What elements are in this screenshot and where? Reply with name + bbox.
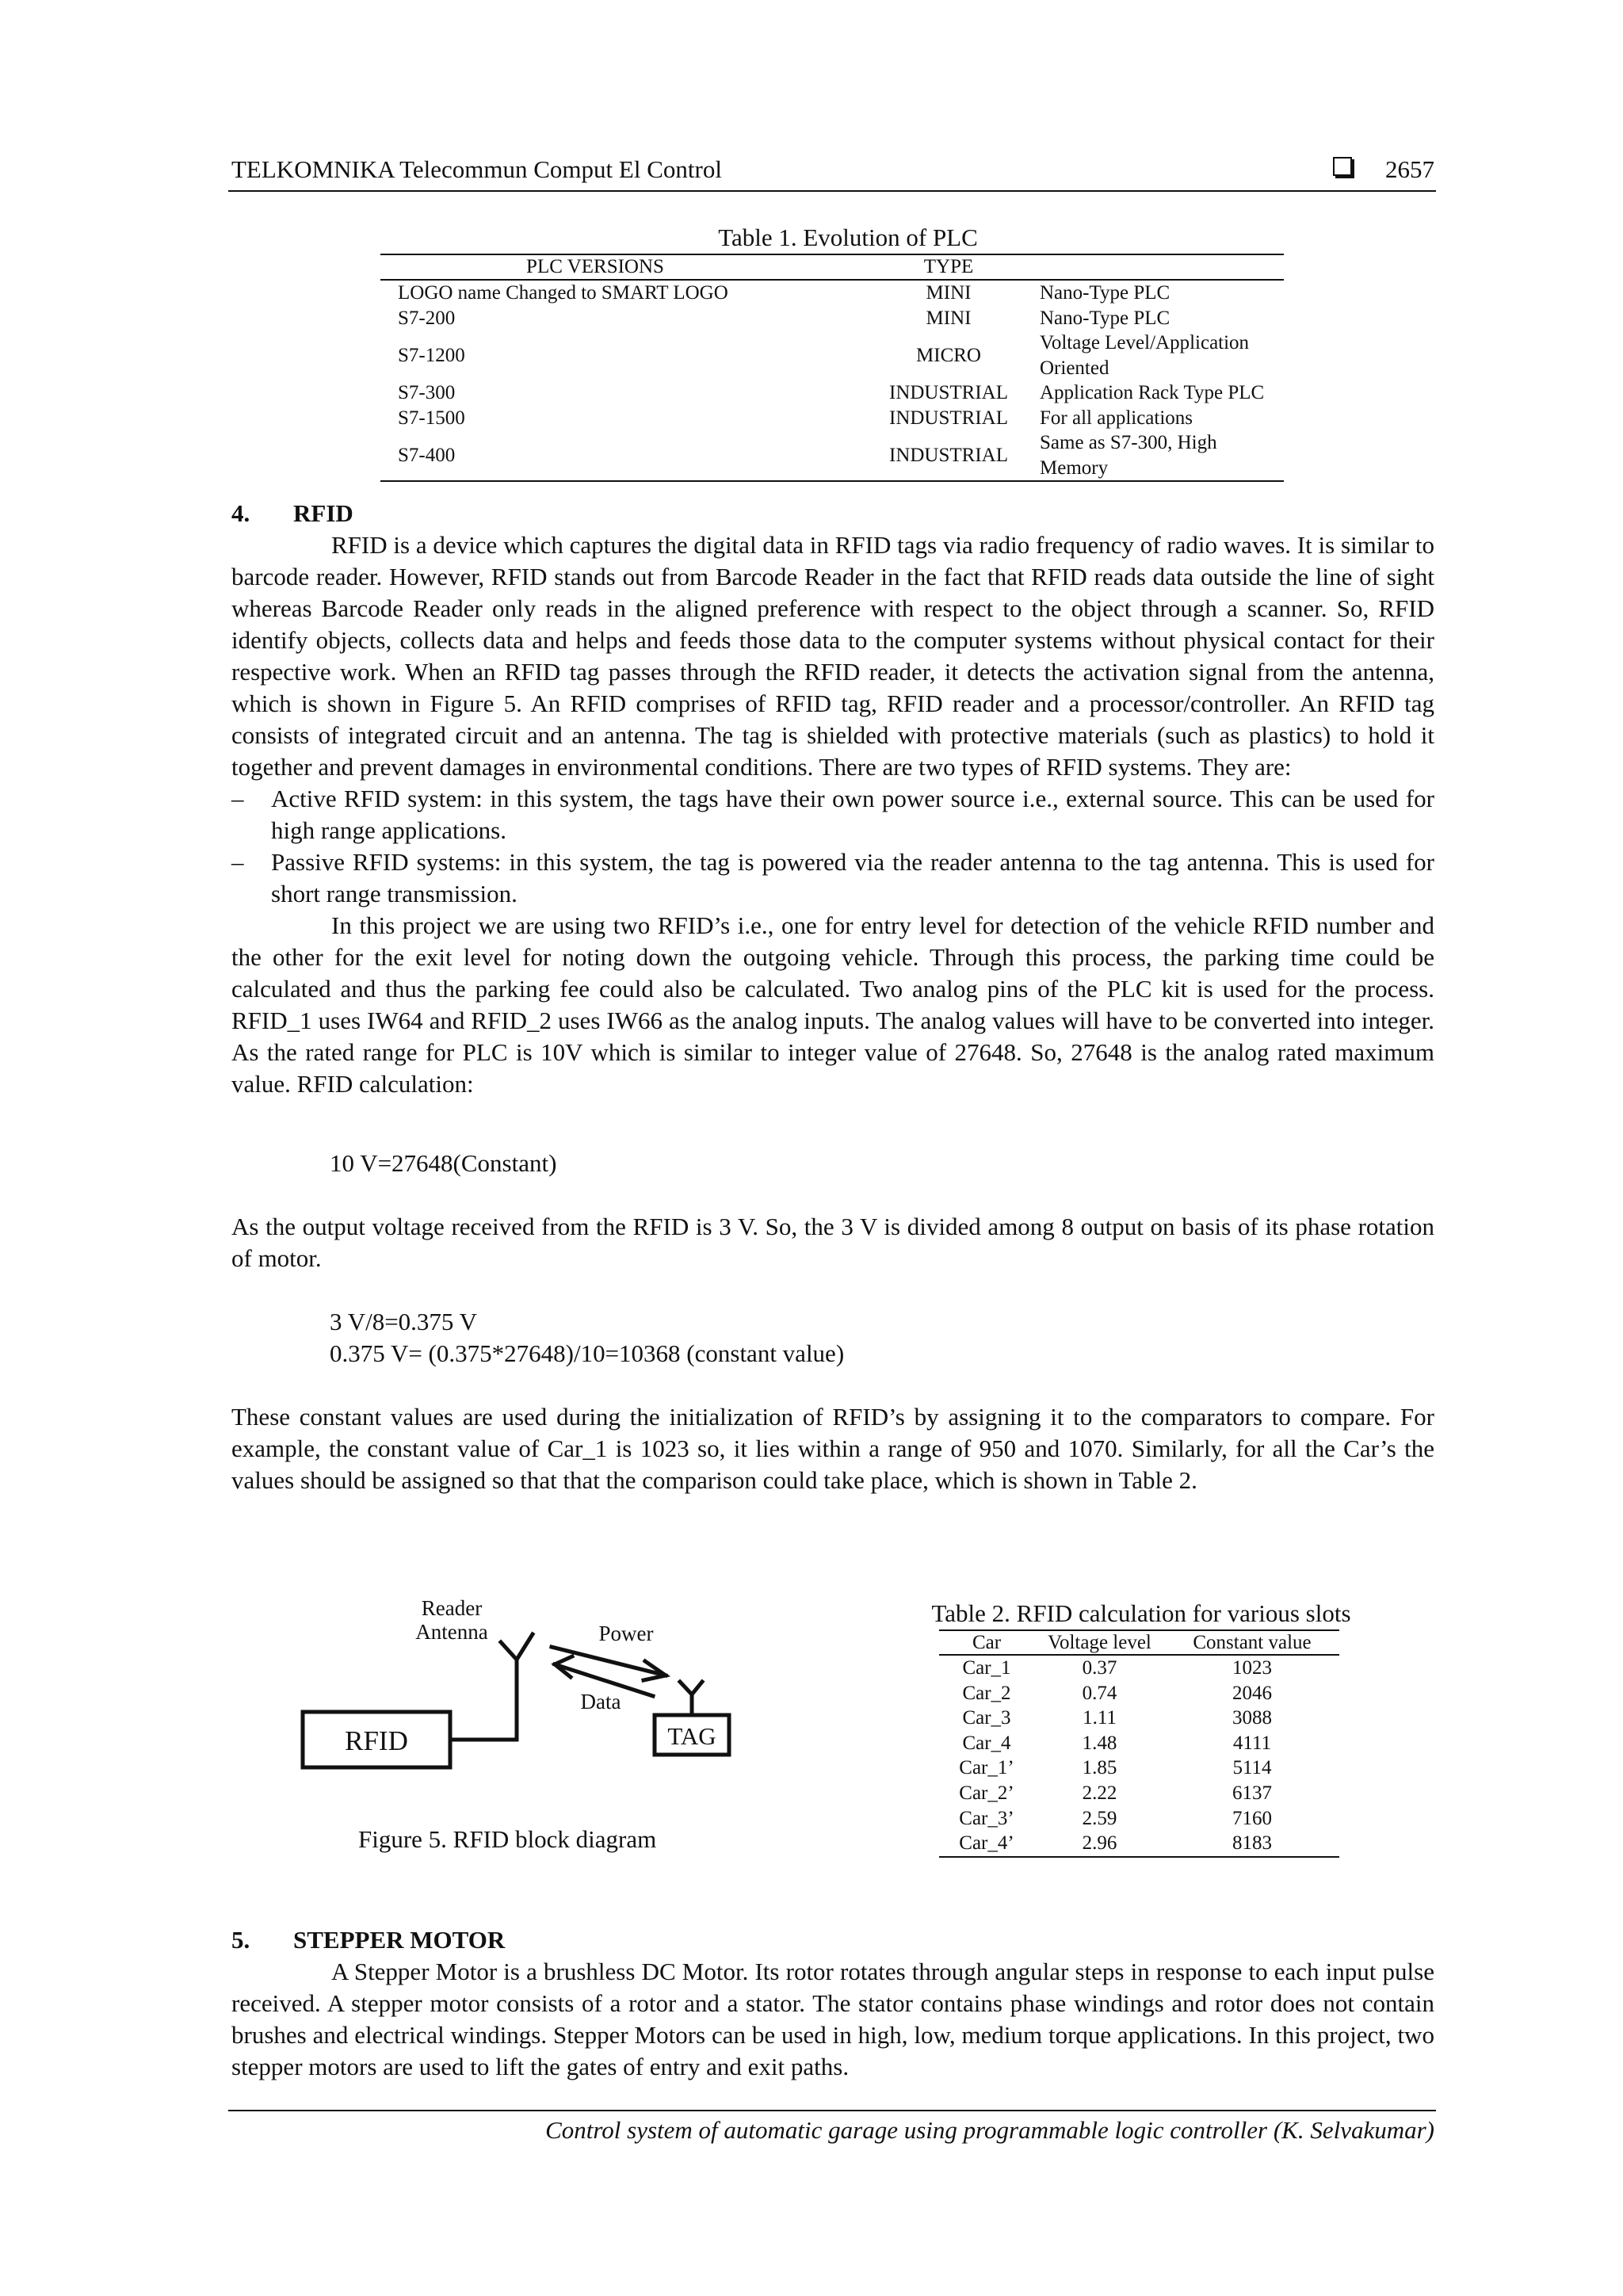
paragraph: In this project we are using two RFID’s i.e., one for entry level for detection of the vehicle RFID number and the other for the exit level for noting down the outgoing vehicle. Through this process, the parking time could be calculated and thus the parking fee could also be calculated. Two analog pins of the PLC kit is used for the process. RFID_1 uses IW64 and RFID_2 uses IW66 as the analog inputs. The analog values will have to be converted into integer. As the rated range for PLC is 10V which is similar to integer value of 27648. So, 27648 is the analog rated maximum value. RFID calculation:: [231, 911, 1434, 1098]
table-cell: 2.59: [1082, 1807, 1117, 1829]
label-reader: Reader: [421, 1596, 483, 1620]
running-footer: Control system of automatic garage using programmable logic controller (K. Selvakumar): [545, 2116, 1434, 2144]
table-cell: 7160: [1232, 1807, 1272, 1829]
paragraph-text: As the output voltage received from the RFID is 3 V. So, the 3 V is divided among 8 output on basis of its phase rotation of motor.: [231, 1213, 1434, 1272]
table-cell: S7-400: [380, 430, 881, 481]
table-row: [380, 306, 1284, 331]
table-cell: S7-1500: [398, 407, 465, 429]
table-2-header-cell: Car: [939, 1630, 1034, 1655]
table-cell: LOGO name Changed to SMART LOGO: [398, 282, 728, 304]
section-number: 4.: [231, 499, 250, 527]
paragraph-text: These constant values are used during the initialization of RFID’s by assigning it to the comparators to compare. For example, the constant value of Car_1 is 1023 so, it lies within a range of 950 and 1070. Similarly, for all the Car’s the values should be assigned so that that the comparison could take place, which is shown in Table 2.: [231, 1403, 1434, 1494]
section-5-heading: [231, 1924, 505, 1956]
table-cell: MINI: [926, 282, 972, 304]
header-rule: [228, 190, 1436, 192]
table-row: [380, 330, 1284, 380]
page-number-group: [1333, 155, 1434, 184]
dash-bullet-icon: –: [231, 785, 244, 812]
table-row: [380, 380, 1284, 406]
paragraph: [231, 1211, 1434, 1274]
table-cell: 2046: [1232, 1682, 1272, 1704]
table-cell: INDUSTRIAL: [889, 382, 1008, 403]
table-row: [380, 280, 1284, 306]
section-title: RFID: [293, 499, 353, 527]
table-cell: 1023: [1232, 1657, 1272, 1679]
page-number: 2657: [1385, 155, 1434, 183]
paragraph: [231, 1401, 1434, 1496]
label-data: Data: [580, 1690, 621, 1713]
table-row: [939, 1755, 1339, 1781]
power-arrow: [552, 1647, 666, 1675]
table-2-caption: Table 2. RFID calculation for various slots: [931, 1599, 1351, 1627]
table-cell: S7-300: [398, 382, 456, 403]
table-row: [380, 430, 1284, 481]
table-2-header-cell: Voltage level: [1034, 1630, 1165, 1655]
section-4-body: [231, 529, 1434, 1100]
table-row: [939, 1781, 1339, 1806]
table-cell: Car_1’: [959, 1757, 1014, 1779]
bullet-item: [231, 846, 1434, 910]
table-1: [380, 222, 1284, 482]
bullet-item: [231, 783, 1434, 846]
table-cell: 1.48: [1082, 1732, 1117, 1754]
table-2-header-row: [939, 1630, 1339, 1655]
table-cell: MICRO: [916, 344, 981, 366]
label-power: Power: [598, 1622, 654, 1645]
table-cell: Car_3: [962, 1707, 1011, 1729]
table-cell: Nano-Type PLC: [1040, 282, 1170, 304]
table-row: [939, 1681, 1339, 1706]
table-cell: For all applications: [1040, 407, 1193, 429]
table-row: [939, 1731, 1339, 1756]
table-1-grid: [380, 254, 1284, 482]
table-1-header-cell: TYPE: [881, 254, 1016, 280]
table-cell: Same as S7-300, High Memory: [1016, 430, 1284, 481]
table-1-caption: Table 1. Evolution of PLC: [718, 223, 978, 251]
table-cell: Voltage Level/Application Oriented: [1040, 332, 1250, 379]
table-cell: Car_1: [962, 1657, 1011, 1679]
table-cell: INDUSTRIAL: [881, 430, 1016, 481]
table-cell: MINI: [926, 307, 972, 329]
equation: 0.375 V= (0.375*27648)/10=10368 (constant value): [330, 1339, 845, 1367]
bullet-text: Active RFID system: in this system, the tags have their own power source i.e., external source. This can be used for high range applications.: [271, 785, 1434, 844]
figure-5: [293, 1593, 737, 1823]
table-1-header-row: [380, 254, 1284, 280]
reader-antenna-icon: [501, 1634, 533, 1660]
table-cell: Car_3’: [959, 1807, 1014, 1829]
running-header: [231, 155, 1434, 190]
footer-rule: [228, 2110, 1436, 2111]
table-cell: Car_2: [962, 1682, 1011, 1704]
table-cell: Application Rack Type PLC: [1040, 382, 1265, 403]
rfid-block-diagram: [293, 1593, 737, 1823]
section-5-body: [231, 1956, 1434, 2083]
table-row: [380, 406, 1284, 431]
reader-wire: [450, 1660, 517, 1740]
table-cell: 4111: [1232, 1732, 1272, 1754]
table-cell: Car_4’: [939, 1831, 1034, 1857]
table-1-header-cell: PLC VERSIONS: [380, 254, 881, 280]
table-cell: 2.96: [1034, 1831, 1165, 1857]
equation: 10 V=27648(Constant): [330, 1149, 557, 1177]
table-cell: 0.37: [1082, 1657, 1117, 1679]
section-4-heading: [231, 498, 353, 529]
table-cell: S7-1200: [398, 344, 465, 366]
paragraph: RFID is a device which captures the digital data in RFID tags via radio frequency of radio waves. It is similar to barcode reader. However, RFID stands out from Barcode Reader in the fact that RFID reads data outside the line of sight whereas Barcode Reader only reads in the aligned preference with respect to the object through a scanner. So, RFID identify objects, collects data and helps and feeds those data to the computer systems without physical contact for their respective work. When an RFID tag passes through the RFID reader, it detects the activation signal from the antenna, which is shown in Figure 5. An RFID comprises of RFID tag, RFID reader and a processor/controller. An RFID tag consists of integrated circuit and an antenna. The tag is shielded with protective materials (such as plastics) to hold it together and prevent damages in environmental conditions. There are two types of RFID systems. They are:: [231, 531, 1434, 781]
section-title: STEPPER MOTOR: [293, 1926, 506, 1954]
tag-antenna-icon-fork: [680, 1682, 702, 1694]
table-cell: 8183: [1165, 1831, 1339, 1857]
table-cell: INDUSTRIAL: [889, 407, 1008, 429]
label-antenna: Antenna: [415, 1620, 488, 1644]
table-cell: 6137: [1232, 1782, 1272, 1804]
label-rfid: RFID: [345, 1725, 408, 1756]
square-bullet-icon: [1333, 157, 1352, 176]
table-row: [939, 1806, 1339, 1832]
journal-name: TELKOMNIKA Telecommun Comput El Control: [231, 155, 722, 183]
table-cell: 3088: [1232, 1707, 1272, 1729]
table-cell: Nano-Type PLC: [1040, 307, 1170, 329]
table-cell: Car_4: [962, 1732, 1011, 1754]
label-tag: TAG: [667, 1722, 716, 1750]
table-cell: 1.11: [1083, 1707, 1117, 1729]
bullet-text: Passive RFID systems: in this system, the tag is powered via the reader antenna to the tag antenna. This is used for short range transmission.: [271, 848, 1434, 907]
table-cell: S7-200: [398, 307, 456, 329]
section-number: 5.: [231, 1926, 250, 1954]
table-row: [939, 1706, 1339, 1731]
table-cell: 0.74: [1082, 1682, 1117, 1704]
table-cell: 5114: [1232, 1757, 1272, 1779]
table-2-header-cell: Constant value: [1165, 1630, 1339, 1655]
table-row: [939, 1655, 1339, 1681]
figure-5-caption: Figure 5. RFID block diagram: [358, 1825, 657, 1853]
table-cell: 1.85: [1082, 1757, 1117, 1779]
equation: 3 V/8=0.375 V: [330, 1308, 477, 1335]
table-cell: Car_2’: [959, 1782, 1014, 1804]
table-row: [939, 1831, 1339, 1857]
paragraph: A Stepper Motor is a brushless DC Motor. Its rotor rotates through angular steps in response to each input pulse received. A stepper motor consists of a rotor and a stator. The stator contains phase windings and rotor does not contain brushes and electrical windings. Stepper Motors can be used in high, low, medium torque applications. In this project, two stepper motors are used to lift the gates of entry and exit paths.: [231, 1958, 1434, 2080]
table-2-grid: [939, 1629, 1339, 1858]
dash-bullet-icon: –: [231, 848, 244, 876]
table-cell: 2.22: [1082, 1782, 1117, 1804]
table-1-header-cell: [1016, 254, 1284, 280]
